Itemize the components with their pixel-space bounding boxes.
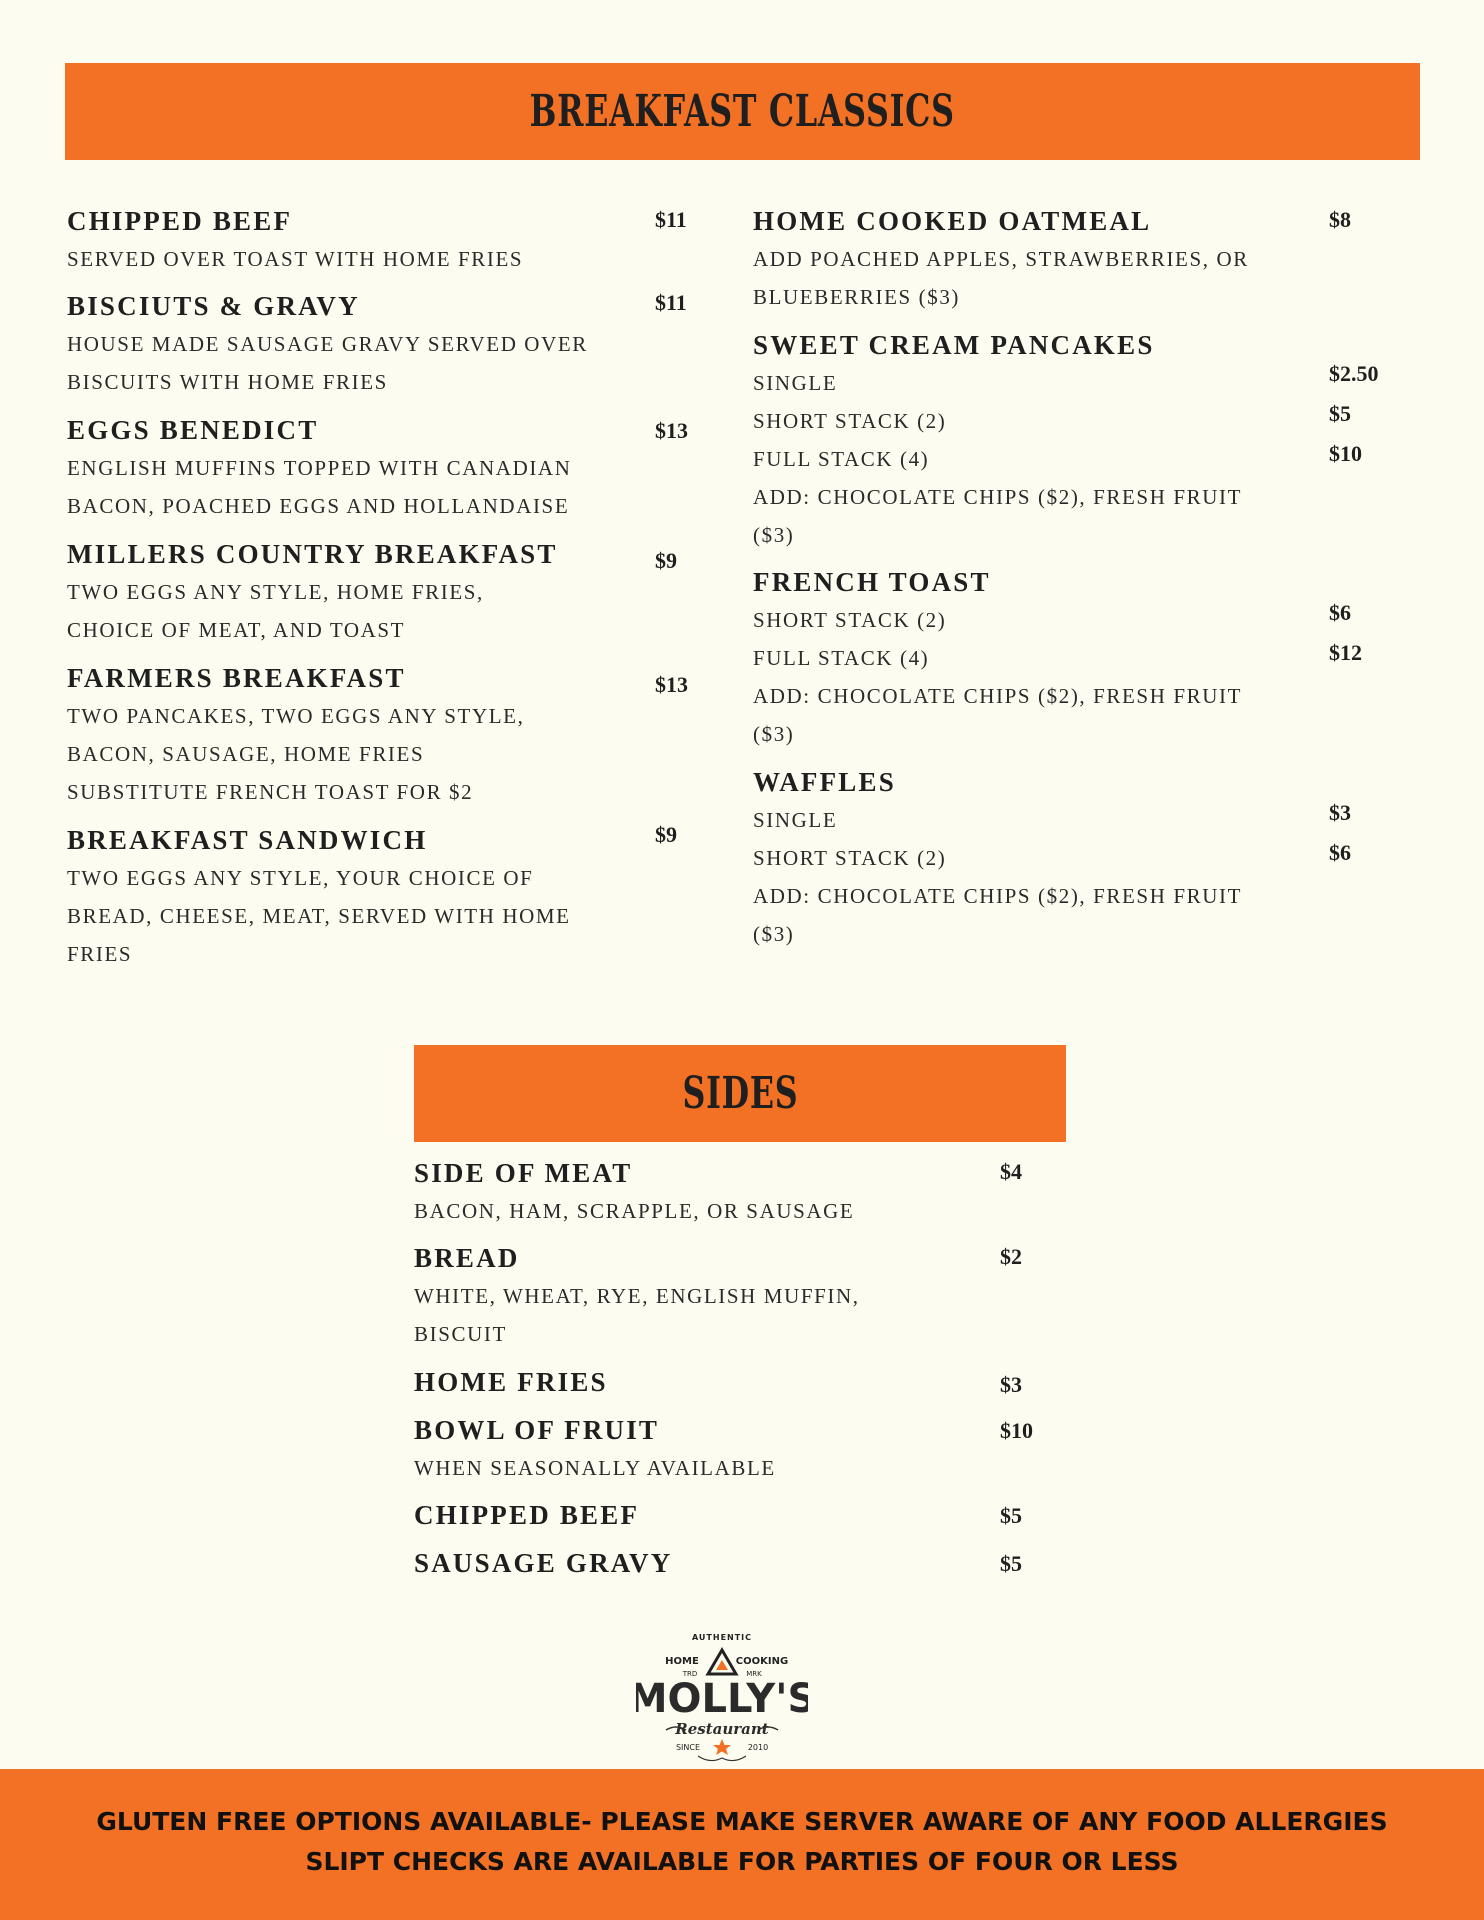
menu-item-home-cooked-oatmeal: [753, 202, 1393, 316]
logo-mrk-text: MRK: [746, 1670, 762, 1678]
footer-bar: [0, 1769, 1484, 1920]
option-label: SHORT STACK (2): [753, 608, 947, 632]
item-name: EGGS BENEDICT: [67, 415, 319, 445]
item-price: $3: [1000, 1372, 1022, 1397]
item-price: $5: [1000, 1551, 1022, 1576]
sides-banner: [414, 1045, 1066, 1142]
logo-trd-text: TRD: [682, 1670, 698, 1678]
item-name: BISCIUTS & GRAVY: [67, 291, 360, 321]
add-ons-text: ADD: CHOCOLATE CHIPS ($2), FRESH FRUIT: [753, 485, 1243, 509]
item-name: WAFFLES: [753, 767, 896, 797]
item-price: $11: [655, 207, 687, 232]
option-price: $5: [1329, 401, 1351, 426]
mollys-restaurant-logo: [636, 1626, 808, 1766]
logo-mollys-text: MOLLY'S: [636, 1676, 808, 1722]
breakfast-classics-banner: [65, 63, 1420, 160]
item-description: SERVED OVER TOAST WITH HOME FRIES: [67, 247, 524, 271]
side-item-bread: [414, 1239, 1054, 1353]
item-description: HOUSE MADE SAUSAGE GRAVY SERVED OVER: [67, 332, 588, 356]
logo-authentic-text: AUTHENTIC: [691, 1633, 753, 1642]
footer-allergy-notice: GLUTEN FREE OPTIONS AVAILABLE- PLEASE MAKE SERVER AWARE OF ANY FOOD ALLERGIES: [96, 1807, 1388, 1836]
option-price: $10: [1329, 441, 1362, 466]
item-name: BREAKFAST SANDWICH: [67, 825, 428, 855]
add-ons-text: ($3): [753, 523, 795, 547]
side-item-sausage-gravy: [414, 1544, 1054, 1582]
item-price: $4: [1000, 1159, 1022, 1184]
item-name: BOWL OF FRUIT: [414, 1415, 660, 1445]
item-price: $2: [1000, 1244, 1022, 1269]
menu-item-breakfast-sandwich: [67, 821, 707, 973]
item-description: BISCUIT: [414, 1322, 507, 1346]
logo-home-text: HOME: [665, 1656, 699, 1667]
item-description: WHITE, WHEAT, RYE, ENGLISH MUFFIN,: [414, 1284, 860, 1308]
item-name: HOME FRIES: [414, 1367, 608, 1397]
option-label: FULL STACK (4): [753, 646, 930, 670]
item-name: CHIPPED BEEF: [414, 1500, 640, 1530]
item-price: $9: [655, 548, 677, 573]
item-name: HOME COOKED OATMEAL: [753, 206, 1152, 236]
item-name: SWEET CREAM PANCAKES: [753, 330, 1155, 360]
side-item-bowl-of-fruit: [414, 1411, 1054, 1487]
logo-year-text: 2010: [747, 1743, 769, 1752]
option-price: $12: [1329, 640, 1362, 665]
item-name: CHIPPED BEEF: [67, 206, 293, 236]
item-name: BREAD: [414, 1243, 520, 1273]
option-label: SHORT STACK (2): [753, 409, 947, 433]
logo-since-text: SINCE: [675, 1743, 701, 1752]
side-item-side-of-meat: [414, 1154, 1054, 1230]
menu-item-millers-country-breakfast: [67, 535, 707, 649]
option-label: FULL STACK (4): [753, 447, 930, 471]
item-description: FRIES: [67, 942, 133, 966]
item-description: BREAD, CHEESE, MEAT, SERVED WITH HOME: [67, 904, 571, 928]
breakfast-classics-title: BREAKFAST CLASSICS: [529, 86, 956, 137]
waffles-option-row: [753, 839, 1393, 877]
item-name: SAUSAGE GRAVY: [414, 1548, 673, 1578]
option-label: SINGLE: [753, 808, 838, 832]
item-description: CHOICE OF MEAT, AND TOAST: [67, 618, 406, 642]
menu-item-chipped-beef: [67, 202, 707, 278]
item-description: BISCUITS WITH HOME FRIES: [67, 370, 388, 394]
item-description: TWO EGGS ANY STYLE, YOUR CHOICE OF: [67, 866, 534, 890]
menu-item-biscuits-gravy: [67, 287, 707, 401]
item-price: $10: [1000, 1418, 1033, 1443]
option-price: $6: [1329, 600, 1351, 625]
add-ons-text: ($3): [753, 922, 795, 946]
waffles-option-row: [753, 801, 1393, 839]
add-ons-text: ADD: CHOCOLATE CHIPS ($2), FRESH FRUIT: [753, 684, 1243, 708]
item-price: $13: [655, 672, 688, 697]
logo-star-icon: [713, 1739, 731, 1755]
menu-item-farmers-breakfast: [67, 659, 707, 811]
logo-swirl-icon: [698, 1756, 746, 1761]
option-price: $2.50: [1329, 361, 1379, 386]
menu-item-sweet-cream-pancakes: [753, 326, 1393, 554]
item-name: FARMERS BREAKFAST: [67, 663, 406, 693]
pancakes-option-row: [753, 440, 1393, 478]
add-ons-text: ADD: CHOCOLATE CHIPS ($2), FRESH FRUIT: [753, 884, 1243, 908]
item-description: BACON, SAUSAGE, HOME FRIES: [67, 742, 425, 766]
add-ons-text: ($3): [753, 722, 795, 746]
sides-title: SIDES: [682, 1068, 798, 1119]
menu-item-eggs-benedict: [67, 411, 707, 525]
item-description: BACON, HAM, SCRAPPLE, OR SAUSAGE: [414, 1199, 855, 1223]
item-description: ADD POACHED APPLES, STRAWBERRIES, OR: [753, 247, 1249, 271]
logo-cooking-text: COOKING: [735, 1656, 789, 1667]
item-description: BLUEBERRIES ($3): [753, 285, 961, 309]
french-toast-option-row: [753, 601, 1393, 639]
french-toast-option-row: [753, 639, 1393, 677]
item-price: $13: [655, 418, 688, 443]
option-label: SINGLE: [753, 371, 838, 395]
menu-item-waffles: [753, 763, 1393, 953]
side-item-home-fries: [414, 1363, 1054, 1401]
item-price: $11: [655, 290, 687, 315]
item-description: BACON, POACHED EGGS AND HOLLANDAISE: [67, 494, 570, 518]
item-description: WHEN SEASONALLY AVAILABLE: [414, 1456, 776, 1480]
pancakes-option-row: [753, 402, 1393, 440]
side-item-chipped-beef: [414, 1496, 1054, 1534]
logo-graphic: [636, 1626, 808, 1766]
pancakes-option-row: [753, 361, 1393, 402]
item-name: FRENCH TOAST: [753, 567, 991, 597]
item-price: $8: [1329, 207, 1351, 232]
item-price: $9: [655, 822, 677, 847]
logo-mountain-inner-icon: [716, 1660, 728, 1670]
item-description: ENGLISH MUFFINS TOPPED WITH CANADIAN: [67, 456, 572, 480]
footer-split-checks-notice: SLIPT CHECKS ARE AVAILABLE FOR PARTIES OF FOUR OR LESS: [305, 1847, 1179, 1876]
item-description: TWO EGGS ANY STYLE, HOME FRIES,: [67, 580, 484, 604]
option-price: $6: [1329, 840, 1351, 865]
option-label: SHORT STACK (2): [753, 846, 947, 870]
item-description: TWO PANCAKES, TWO EGGS ANY STYLE,: [67, 704, 525, 728]
item-description: SUBSTITUTE FRENCH TOAST FOR $2: [67, 780, 474, 804]
item-name: MILLERS COUNTRY BREAKFAST: [67, 539, 558, 569]
logo-restaurant-text: Restaurant: [675, 1720, 769, 1738]
menu-item-french-toast: [753, 563, 1393, 753]
item-name: SIDE OF MEAT: [414, 1158, 633, 1188]
item-price: $5: [1000, 1503, 1022, 1528]
option-price: $3: [1329, 800, 1351, 825]
